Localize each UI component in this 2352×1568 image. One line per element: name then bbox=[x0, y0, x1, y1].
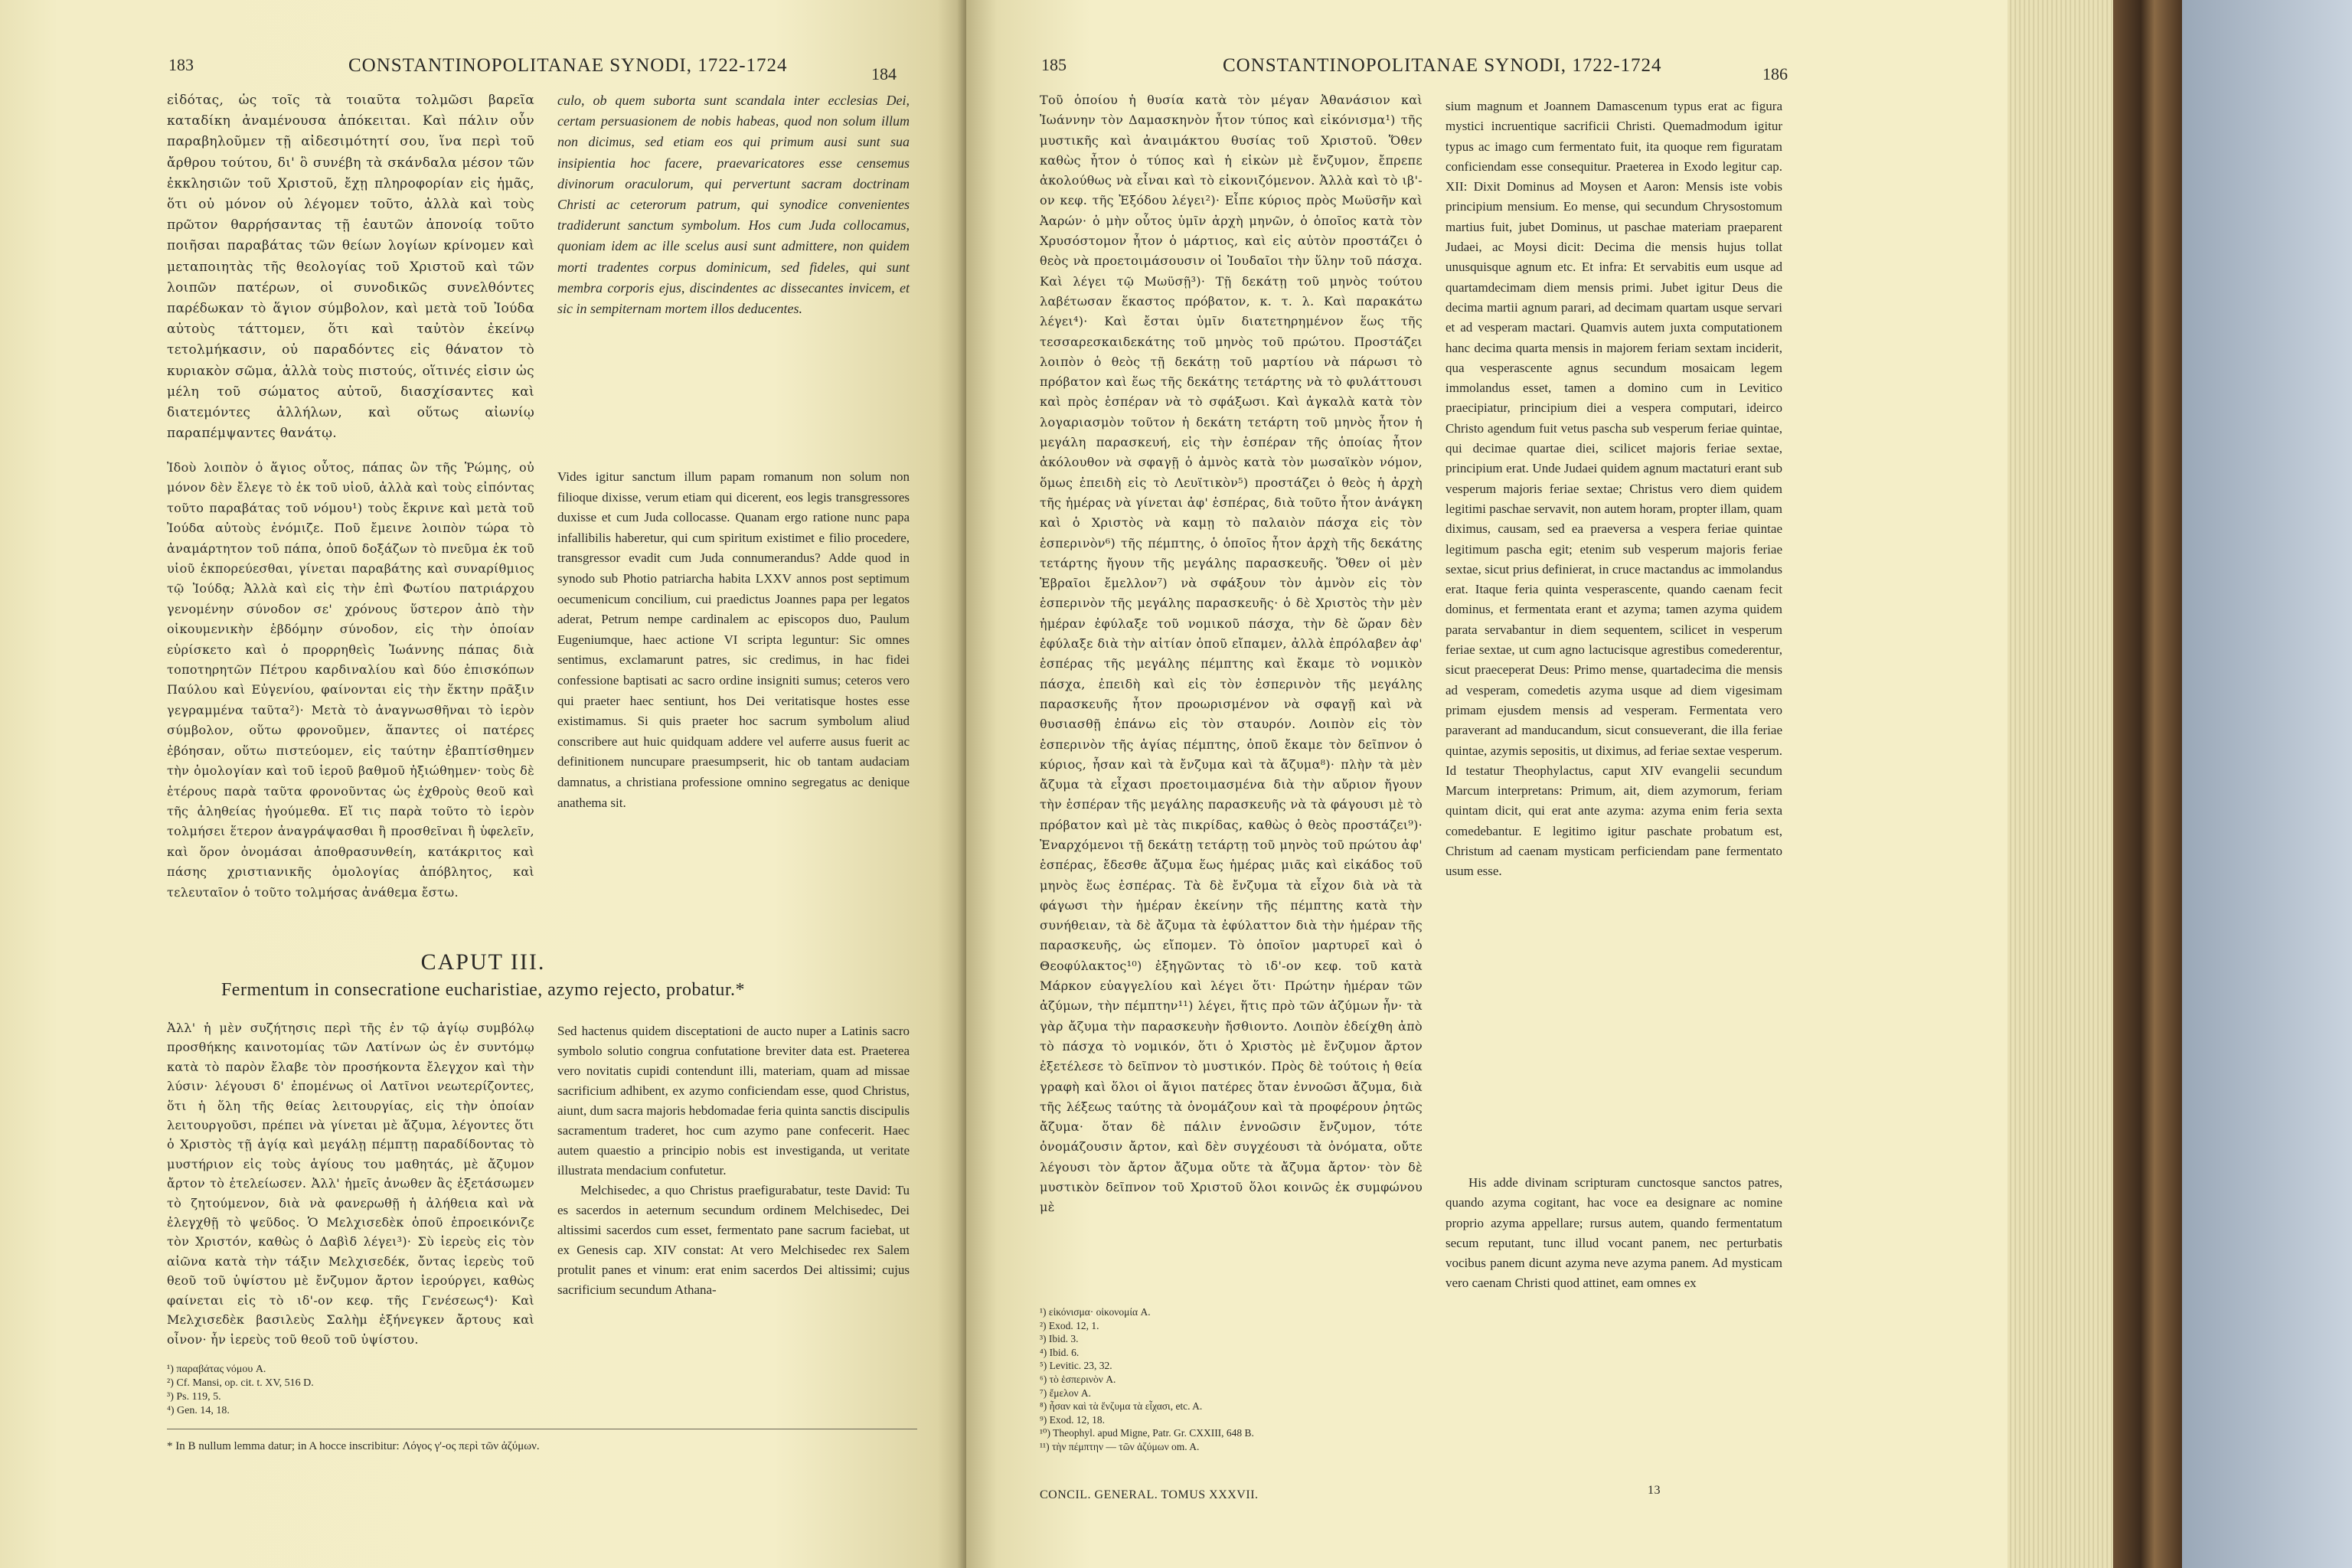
background-surface bbox=[2182, 0, 2352, 1568]
greek-column-top: εἰδότας, ὡς τοῖς τὰ τοιαῦτα τολμῶσι βαρεῖα καταδίκη ἀναμένουσα ἀπόκειται. Καὶ πάλιν οὖν παραβηλοῦμεν τῇ αἰδεσιμότητί σου, ἵνα περὶ τοῦ ἄρθρου τούτου, δι' ὃ συνέβη τὰ σκάνδαλα μέσον τῶν ἐκκλησιῶν τοῦ Χριστοῦ, ἔχῃ πληροφορίαν εἰς ἡμᾶς, ὅτι οὐ μόνον οὐ λέγομεν τοῦτο, ἀλλὰ καὶ τοὺς πρῶτον θαρρήσαντας τῇ ἑαυτῶν ἀπονοίᾳ τοῦτο ποιῆσαι παραβάτας τῶν θείων λογίων κρίνομεν καὶ μεταποιητὰς τῆς θεολογίας τοῦ Χριστοῦ καὶ τῶν λοιπῶν πατέρων, οἱ συνοδικῶς συνελθόντες παρέδωκαν τὸ ἅγιον σύμβολον, καὶ μετὰ τοῦ Ἰούδα αὐτοὺς τάττομεν, ὅτι καὶ ταὐτὸν ἐκείνῳ τετολμήκασιν, οὐ παραδόντες εἰς θάνατον τὸ κυριακὸν σῶμα, ἀλλὰ τοὺς πιστούς, οἵτινές εἰσιν ὡς μέλη τοῦ σώματος αὐτοῦ, διασχίσαντες καὶ διατεμόντες ἀλλήλων, καὶ οὕτως αἰωνίῳ παραπέμψαντες θανάτῳ. bbox=[167, 93, 534, 442]
page-number: 185 bbox=[1041, 55, 1067, 74]
latin-column: sium magnum et Joannem Damascenum typus erat ac figura mystici incruentique sacrificii Christi. Quemadmodum igitur typus ac imago cum fermentato fuit, ita quoque rem figuratam conficiendam esse consequitur. Praeterea in Exodo legitur cap. XII: Dixit Dominus ad Moysen et Aaron: Mensis iste vobis principium mensium. Eo mense, qui secundum Chrysostomum martius fuit, jubet Dominus, ut paschae materiam praeparent Judaei, ac Moysi dicit: Decima die mensis hujus tollat unusquisque agnum etc. Et infra: Et servabitis eum usque ad quartamdecimam diem mensis primi. Jubet igitur Deus die decima martii agnum parari, ad decimam quartam usque servari et ad vesperam mactari. Quamvis autem juxta computationem hanc decima quarta mensis in majorem feriam sextam inciderit, qua vesperascente agnus secundum mosaicam legem immolandus esset, tamen a domino cum in Levitico praecipiatur, principium diei a vespera computari, ideirco Christo agendum fuit vetus pascha sub vesperum feriae quintae, qui decimae quartae diei, scilicet majoris feriae sextae, principium erat. Unde Judaei quidem agnum mactaturi erant sub vesperum majoris feriae sextae; Christus vero diem quidem legitimi paschae servavit, non autem horam, propter illam, quam diximus, causam, sed ea praeversa a vespera feriae quintae legitimum pascha egit; etenim sub vesperum majoris feriae sextae, sicut prius definierat, in cruce mactandus ac immolandus erat. Itaque feria quinta vesperascente, quando caenam fecit dominus, et fermentata erant et azyma; tamen azyma quidem parata servabantur in diem sequentem, scilicet in vesperum feriae sextae, ut cum agno lactucisque agrestibus comederentur, sicut praeceperat Deus: Primo mense, quartadecima die mensis ad vesperam, comedetis azyma usque ad diem vigesimam primam ejusdem mensis ad vesperam. Fermentata vero paraverant ad manducandum, sicut consueverant, die illa feriae quintae, azymis sepositis, ut diximus, ad feriae sextae vesperum. Id testatur Theophylactus, caput XIV evangelii secundum Marcum interpretans: Primum, ait, diem azymorum, feriam quintam dicit, qui erat ante azyma: azyma enim feria sexta comedebantur. E legitimo igitur paschate probatum est, Christum ad caenam mysticam perficiendam pane fermentato usum esse. bbox=[1446, 99, 1782, 879]
lemma-note: * In B nullum lemma datur; in A hocce inscribitur: Λόγος γ'-ος περὶ τῶν ἀζύμων. bbox=[167, 1440, 540, 1452]
latin-column-top: culo, ob quem suborta sunt scandala inter ecclesias Dei, certam persuasionem de nobis habeas, quod non solum illum non dicimus, sed etiam eos qui primum ausi sunt sua insipientia hoc facere, praevaricatores esse censemus divinorum oraculorum, qui pervertunt sacram doctrinam Christi ac ceterorum patrum, qui synodice convenientes tradiderunt sanctum symbolum. Hos cum Juda collocamus, quoniam idem ac ille scelus ausi sunt admittere, non quidem morti tradentes corpus dominicum, sed fideles, qui sunt membra corporis ejus, discindentes ac dissecantes invicem, et sic in sempiternam mortem illos deducentes. bbox=[557, 93, 910, 317]
footnotes: ¹) εἰκόνισμα· οἰκονομία A. ²) Exod. 12, 1. ³) Ibid. 3. ⁴) Ibid. 6. ⁵) Levitic. 23, 32. ⁶) τὸ ἑσπερινὸν A. ⁷) ἔμελον A. ⁸) ἦσαν καὶ τὰ ἔνζυμα τὰ εἶχασι, etc. A. ⁹) Exod. 12, 18. ¹⁰) Theophyl. apud Migne, Patr. Gr. CXXIII, 648 B. ¹¹) τὴν πέμπτην — τῶν ἀζύμων om. A. bbox=[1040, 1306, 1254, 1452]
signature-mark: CONCIL. GENERAL. TOMUS XXXVII. bbox=[1040, 1488, 1259, 1501]
chapter-subtitle: Fermentum in consecratione eucharistiae, azymo rejecto, probatur.* bbox=[220, 980, 746, 1000]
greek-column: Τοῦ ὁποίου ἡ θυσία κατὰ τὸν μέγαν Ἀθανάσιον καὶ Ἰωάννην τὸν Δαμασκηνὸν ἦτον τύπος καὶ εἰκόνισμα¹) τῆς μυστικῆς καὶ ἀναιμάκτου θυσίας τοῦ Χριστοῦ. Ὅθεν καθὼς ἦτον ὁ τύπος καὶ ἡ εἰκὼν μὲ ἔνζυμον, ἔπρεπε ἀκολούθως νὰ εἶναι καὶ τὸ εἰκονιζόμενον. Ἀλλὰ καὶ τὸ ιβ'-ον κεφ. τῆς Ἐξόδου λέγει²)· Εἶπε κύριος πρὸς Μωϋσῆν καὶ Ἀαρών· ὁ μὴν οὗτος ὑμῖν ἀρχὴ μηνῶν, ὁ ὁποῖος κατὰ τὸν Χρυσόστομον ἦτον ὁ μάρτιος, καὶ εἰς αὐτὸν προστάζει ὁ θεὸς νὰ προετοιμάσουσιν οἱ Ἰουδαῖοι τὴν ὕλην τοῦ πάσχα. Καὶ λέγει τῷ Μωϋσῇ³)· Τῇ δεκάτῃ τοῦ μηνὸς τούτου λαβέτωσαν ἕκαστος πρόβατον, κ. τ. λ. Καὶ παρακάτω λέγει⁴)· Καὶ ἔσται ὑμῖν διατετηρημένον ἕως τῆς τεσσαρεσκαιδεκάτης τοῦ μηνὸς τοῦ πρώτου. Προστάζει λοιπὸν ὁ θεὸς τῇ δεκάτῃ τοῦ μαρτίου νὰ πάρωσι τὸ πρόβατον καὶ ἕως τῆς δεκάτης τετάρτης νὰ τὸ φυλάττουσι καὶ πρὸς ἑσπέραν νὰ τὸ σφάξωσι. Καὶ ἀγκαλὰ κατὰ τὸν λογαριασμὸν τοῦτον ἡ δεκάτη τετάρτη τοῦ μηνὸς ἦτον ἡ μεγάλη παρασκευή, εἰς τὴν ἑσπέραν τῆς ὁποίας ἦτον ἀκόλουθον νὰ σφαγῇ ὁ ἀμνὸς κατὰ τὸν μωσαϊκὸν νόμον, ὅμως ἐπειδὴ εἰς τὸ Λευϊτικὸν⁵) προστάζει ὁ θεὸς ἡ ἀρχὴ τῆς ἡμέρας νὰ γίνεται ἀφ' ἑσπέρας, διὰ τοῦτο ἦτον ἀνάγκη καὶ ὁ Χριστὸς νὰ καμῃ τὸ παλαιὸν πάσχα εἰς τὸν ἑσπερινὸν⁶) τῆς πέμπτης, ὁ ὁποῖος ἦτον ἀρχὴ τῆς δεκάτης τετάρτης ἤγουν τῆς μεγάλης παρασκευῆς. Ὅθεν οἱ μὲν Ἑβραῖοι ἔμελλον⁷) νὰ σφάξουν τὸν ἀμνὸν εἰς τὸν ἑσπερινὸν τῆς μεγάλης παρασκευῆς· ὁ δὲ Χριστὸς τὴν μὲν ἡμέραν ἐφύλαξε τοῦ νομικοῦ πάσχα, τὴν δὲ ὥραν δὲν ἐφύλαξε διὰ τὴν αἰτίαν ὁποῦ εἴπαμεν, ἀλλὰ ἐπρόλαβεν ἀφ' ἑσπέρας τῆς μεγάλης πέμπτης καὶ ἔκαμε τὸ νομικὸν πάσχα, ἐπειδὴ καὶ εἰς τὸν ἑσπερινὸν τῆς μεγάλης παρασκευῆς ἦτον προωρισμένον νὰ σφαγῇ καὶ νὰ θυσιασθῇ ἐπάνω εἰς τὸν σταυρόν. Λοιπὸν εἰς τὸν ἑσπερινὸν τῆς ἁγίας πέμπτης, ὁποῦ ἔκαμε τὸν δεῖπνον ὁ κύριος, ἦσαν καὶ τὰ ἔνζυμα καὶ τὰ ἄζυμα⁸)· πλὴν τὰ μὲν ἄζυμα τὰ εἶχασι προετοιμασμένα διὰ τὴν αὔριον ἤγουν τὴν ἑσπέραν τῆς μεγάλης παρασκευῆς νὰ τὰ φάγουσι μὲ τὸ πρόβατον καὶ μὲ τὰς πικρίδας, καθὼς ὁ θεὸς προστάζει⁹)· Ἐναρχόμενοι τῇ δεκάτῃ τετάρτῃ τοῦ μηνὸς τοῦ πρώτου ἀφ' ἑσπέρας, ἔδεσθε ἄζυμα ἕως ἡμέρας μιᾶς καὶ εἰκάδος τοῦ μηνὸς ἕως ἑσπέρας. Τὰ δὲ ἔνζυμα τὰ εἶχον διὰ νὰ τὰ φάγωσι τὴν ἡμέραν ἐκείνην τῆς πέμπτης κατὰ τὴν συνήθειαν, τὰ δὲ ἄζυμα τὰ ἐφύλαττον διὰ τὴν ἡμέραν τῆς παρασκευῆς, ὡς εἴπομεν. Τὸ ὁποῖον μαρτυρεῖ καὶ ὁ Θεοφύλακτος¹⁰) ἐξηγῶντας τὸ ιδ'-ον κεφ. τοῦ κατὰ Μάρκον εὐαγγελίου καὶ λέγει ὅτι· Πρώτην ἡμέραν τῶν ἀζύμων, τὴν πέμπτην¹¹) λέγει, ἥτις πρὸ τῶν ἀζύμων ἦν· τὰ γὰρ ἄζυμα τὴν παρασκευὴν ἤσθιοντο. Λοιπὸν ἐδείχθη ἀπὸ τὸ πάσχα τὸ νομικόν, ὅτι ὁ Χριστὸς μὲ ἔνζυμον ἄρτον ἐξετέλεσε τὸ δεῖπνον τὸ μυστικόν. Πρὸς δὲ τούτοις ἡ θεία γραφὴ καὶ ὅλοι οἱ ἅγιοι πατέρες ὅταν ἐννοῶσι ἄζυμα, διὰ τῆς λέξεως ταύτης τὰ ὀνομάζουν καὶ τὰ προφέρουν ῥητῶς ἄζυμα· ὅταν δὲ πάλιν ἐννοῶσιν ἔνζυμον, τότε ὀνομάζουσιν ἄρτον, καὶ δὲν συγχέουσι τὰ ὀνόματα, οὔτε λέγουσι τὸν ἄρτον ἄζυμα οὔτε τὰ ἄζυμα ἄρτον· τὸν δὲ μυστικὸν δεῖπνον τοῦ Χριστοῦ ὅλοι κοινῶς ἐκ συμφώνου μὲ bbox=[1040, 93, 1423, 1215]
greek-column-mid: Ἰδοὺ λοιπὸν ὁ ἅγιος οὗτος, πάπας ὢν τῆς Ῥώμης, οὐ μόνον δὲν ἔλεγε τὸ ἐκ τοῦ υἱοῦ, ἀλλὰ καὶ τοὺς εἰπόντας τοῦτο παραβάτας τοῦ νόμου¹) τοὺς ἔκρινε καὶ μετὰ τοῦ Ἰούδα αὐτοὺς ἐνόμιζε. Ποῦ ἔμεινε λοιπὸν τώρα τὸ ἀναμάρτητον τοῦ πάπα, ὁποῦ δοξάζων τὸ πνεῦμα ἐκ τοῦ υἱοῦ ἐκπορεύεσθαι, γίνεται παραβάτης καὶ συναρίθμιος τῷ Ἰούδᾳ; Ἀλλὰ καὶ εἰς τὴν ἐπὶ Φωτίου πατριάρχου γενομένην σύνοδον σε' χρόνους ὕστερον ἀπὸ τὴν οἰκουμενικὴν ἑβδόμην σύνοδον, εἰς τὴν ὁποίαν εὑρίσκετο καὶ ὁ προρρηθεὶς Ἰωάννης πάπας διὰ τοποτηρητῶν Πέτρου καρδιναλίου καὶ δύο ἐπισκόπων Παύλου καὶ Εὐγενίου, φαίνονται εἰς τὴν ἕκτην πρᾶξιν γεγραμμένα ταῦτα²)· Μετὰ τὸ ἀναγνωσθῆναι τὸ ἱερὸν σύμβολον, οὕτω φρονοῦμεν, ἅπαντες οἱ πατέρες ἐβόησαν, οὕτω πιστεύομεν, εἰς ταύτην ἐβαπτίσθημεν τὴν ὁμολογίαν καὶ τοῦ ἱεροῦ βαθμοῦ ἠξιώθημεν· τοὺς δὲ ἑτέρους παρὰ ταῦτα φρονοῦντας ὡς ἐχθροὺς θεοῦ καὶ τῆς ἀληθείας ἡγούμεθα. Εἴ τις παρὰ τοῦτο τὸ ἱερὸν τολμήσει ἕτερον ἀναγράψασθαι ἢ προσθεῖναι ἢ ὑφελεῖν, καὶ ὅρον ὀνομάσαι ἀποθρασυνθείη, κατάκριτος καὶ πάσης χριστιανικῆς ὁμολογίας ἀπόβλητος, καὶ τελευταῖον ὁ τοῦτο τολμήσας ἀνάθεμα ἔστω. bbox=[167, 460, 534, 900]
footnotes: ¹) παραβάτας νόμου A. ²) Cf. Mansi, op. cit. t. XV, 516 D. ³) Ps. 119, 5. ⁴) Gen. 14, 18. bbox=[167, 1364, 314, 1416]
running-head: CONSTANTINOPOLITANAE SYNODI, 1722-1724 bbox=[1223, 55, 1662, 76]
latin-column-mid: Vides igitur sanctum illum papam romanum non solum non filioque dixisse, verum etiam qui dicerent, eos legis transgressores duxisse et cum Juda collocasse. Quanam ergo ratione nunc papa infallibilis haberetur, qui cum spiritum existimet e filio procedere, transgressor evadit cum Juda connumerandus? Adde quod in synodo sub Photio patriarcha habita LXXV annos post septimum oecumenicum concilium, cui praedictus Joannes papa per legatos aderat, Petrum nempe cardinalem ac episcopos duo, Paulum Eugeniumque, haec actione VI scripta leguntur: Sic omnes sentimus, exclamarunt patres, sic credimus, in hac fidei confessione baptisati ac sacro ordine insigniti sumus; ceteros vero qui praeter haec sentiunt, hos Dei veritatisque hostes esse existimamus. Si quis praeter hoc sacrum symbolum aliud conscribere aut huic quidquam addere vel auferre ausus fuerit ac definitionem nuncupare praesumpserit, hic ob tantam audaciam damnatus, a christiana professione omnino segregatus ac denique anathema sit. bbox=[557, 469, 910, 810]
signature-number: 13 bbox=[1648, 1484, 1661, 1497]
page-number: 184 bbox=[871, 64, 897, 83]
left-page bbox=[0, 0, 966, 1568]
book-binding bbox=[2113, 0, 2182, 1568]
latin-column-bottom: Sed hactenus quidem disceptationi de aucto nuper a Latinis sacro symbolo solutio congrua confutatione breviter data est. Praeterea vero novitatis cupidi contendunt illi, materiam, quam ad missae sacrificium adhibent, ex azymo conficiendam esse, quod Christus, aiunt, dum sacra majoris hebdomadae feria quinta sanctis discipulis sacramentum traderet, hoc cum azymo pane confecerit. Haec autem quaestio a principio nobis est investiganda, ut veritate illustrata mendacium confutetur. Melchisedec, a quo Christus praefigurabatur, teste David: Tu es sacerdos in aeternum secundum ordinem Melchisedec, Dei altissimi sacerdos cum esset, fermentato pane sacrum faciebat, ut ex Genesis cap. XIV constat: At vero Melchisedec rex Salem protulit panes et vinum: erat enim sacerdos Dei altissimi; cujus sacrificium secundum Athana- bbox=[557, 1024, 910, 1297]
page-number: 183 bbox=[168, 55, 194, 74]
page-number: 186 bbox=[1762, 64, 1788, 83]
running-head: CONSTANTINOPOLITANAE SYNODI, 1722-1724 bbox=[348, 55, 788, 76]
right-page bbox=[966, 0, 2007, 1568]
chapter-heading: CAPUT III. bbox=[420, 949, 546, 975]
page-edges bbox=[2007, 0, 2113, 1568]
latin-column-continued: His adde divinam scripturam cunctosque sanctos patres, quando azyma cogitant, hac voce ea designare ac nomine proprio azyma appellare; rursus autem, quando fermentatum secum reputant, tunc illud vocant panem, nec perturbatis vocibus panem dicunt azyma neve azyma panem. Ad mysticam vero caenam Christi quod attinet, eam omnes ex bbox=[1446, 1175, 1782, 1291]
greek-column-bottom: Ἀλλ' ἡ μὲν συζήτησις περὶ τῆς ἐν τῷ ἁγίῳ συμβόλῳ προσθήκης καινοτομίας τῶν Λατίνων ὡς ἐν συντόμῳ κατὰ τὸ παρὸν ἔλαβε τὸν προσήκοντα ἔλεγχον καὶ τὴν λύσιν· λέγουσι δ' ἐπομένως οἱ Λατῖνοι νεωτερίζοντες, ὅτι ἡ ὅλη τῆς θείας λειτουργίας, εἰς τὴν ὁποίαν λειτουργοῦσι, πρέπει νὰ γίνεται μὲ ἄζυμα, λέγοντες ὅτι ὁ Χριστὸς τῇ ἁγίᾳ καὶ μεγάλῃ πέμπτῃ παραδίδοντας τὸ μυστήριον εἰς τοὺς ἁγίους του μαθητάς, μὲ ἄζυμον ἄρτον τὸ ἐτελείωσεν. Ἀλλ' ἡμεῖς ἀνωθεν ἂς ἐξετάσωμεν τὸ ζητούμενον, διὰ νὰ φανερωθῇ ἡ ἀλήθεια καὶ νὰ ἐλεγχθῇ τὸ ψεῦδος. Ὁ Μελχισεδὲκ ὁποῦ ἐπροεικόνιζε τὸν Χριστόν, καθὼς ὁ Δαβὶδ λέγει³)· Σὺ ἱερεὺς εἰς τὸν αἰῶνα κατὰ τὴν τάξιν Μελχισεδέκ, ὄντας ἱερεὺς τοῦ θεοῦ τοῦ ὑψίστου μὲ ἔνζυμον ἄρτον ἱερούργει, καθὼς φαίνεται εἰς τὸ ιδ'-ον κεφ. τῆς Γενέσεως⁴)· Καὶ Μελχισεδὲκ βασιλεὺς Σαλὴμ ἐξήνεγκεν ἄρτους καὶ οἶνον· ἦν ἱερεὺς τοῦ θεοῦ τοῦ ὑψίστου. bbox=[167, 1021, 534, 1347]
